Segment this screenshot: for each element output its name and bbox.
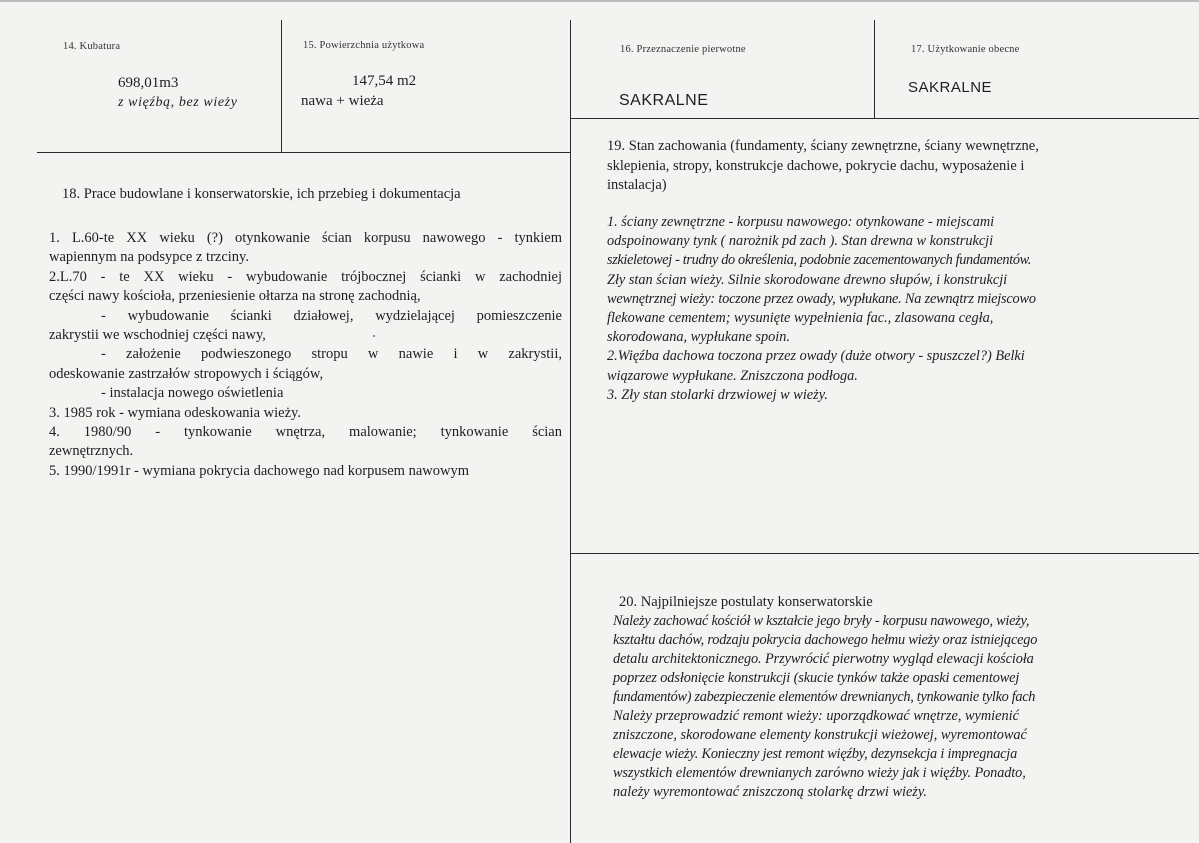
f20-line: poprzez odsłonięcie konstrukcji (skucie tynków także opaski cementowej [613,670,1020,686]
f18-line: - instalacja nowego oświetlenia [101,385,284,402]
f18-line: odeskowanie zastrzałów stropowych i ściągów, [49,365,324,382]
field-20-title [619,593,873,613]
field-18-body [49,229,562,481]
f19-line: Zły stan ścian wieży. Silnie skorodowane drewno słupów, i konstrukcji [607,271,1008,288]
field-14-label: 14. Kubatura [63,41,121,52]
f18-line: 3. 1985 rok - wymiana odeskowania wieży. [49,404,301,421]
f20-line: należy wyremontować zniszczoną stolarkę drzwi wieży. [613,784,927,800]
f19-line: odspoinowany tynk ( narożnik pd zach ). Stan drewna w konstrukcji [607,233,994,250]
divider-v-14-15 [281,20,282,153]
f18-line: 2.L.70 - te XX wieku - wybudowanie trójbocznej ścianki w zachodniej [49,268,562,285]
field-15-note: nawa + wieża [301,93,384,109]
f18-line: 4. 1980/90 - tynkowanie wnętrza, malowanie; tynkowanie ścian [49,424,562,441]
f19-line: flekowane cementem; wysunięte wypełnienia fac., zlasowana cegła, [607,310,994,327]
f20-line: elewacje wieży. Konieczny jest remont więźby, dezynsekcja i impregnacja [613,746,1018,762]
f18-line: wapiennym na podsypce z trzciny. [49,249,249,266]
f19-line: wiązarowe wypłukane. Zniszczona podłoga. [607,367,858,384]
f18-line: - założenie podwieszonego stropu w nawie i w zakrystii, [101,346,562,363]
f19-title-line: 19. Stan zachowania (fundamenty, ściany zewnętrzne, ściany wewnętrzne, [607,138,1039,154]
divider-v-16-17 [874,20,875,118]
f18-line: zewnętrznych. [49,443,134,460]
f19-line: 3. Zły stan stolarki drzwiowej w wieży. [607,386,828,403]
f19-line: szkieletowej - trudny do określenia, podobnie zacementowanych fundamentów. [607,252,1031,269]
field-20-title-text: 20. Najpilniejsze postulaty konserwatorskie [619,594,873,610]
field-19-body [607,213,1117,405]
f18-line: 5. 1990/1991r - wymiana pokrycia dachowego nad korpusem nawowym [49,462,469,479]
f20-line: fundamentów) zabezpieczenie elementów drewnianych, tynkowanie tylko fach [613,689,1036,705]
f19-title-line: sklepienia, stropy, konstrukcje dachowe, pokrycie dachu, wyposażenie i [607,157,1025,174]
f19-line: 2.Więźba dachowa toczona przez owady (duże otwory - spuszczel?) Belki [607,348,1025,365]
stray-dot [373,335,375,337]
f20-line: wszystkich elementów drewnianych zarówno wieży jak i więźby. Ponadto, [613,765,1026,781]
f18-line: 1. L.60-te XX wieku (?) otynkowanie ścian korpusu nawowego - tynkiem [49,230,562,246]
field-14-note: z więźbą, bez wieży [118,95,238,110]
f18-line: zakrystii we wschodniej części nawy, [49,327,266,344]
field-16-label: 16. Przeznaczenie pierwotne [620,44,746,55]
f19-line: wewnętrznej wieży: toczone przez owady, wypłukane. Na zewnątrz miejscowo [607,290,1036,307]
field-18-title [62,185,461,205]
divider-h-left [37,152,571,153]
field-20-body [613,612,1113,802]
field-14-value: 698,01m3 [118,75,179,91]
field-19-title [607,137,1117,196]
field-16-value: SAKRALNE [619,92,709,109]
field-15-value: 147,54 m2 [352,73,417,89]
top-border [0,0,1199,2]
field-17-value: SAKRALNE [908,79,993,96]
divider-h-right-mid [570,553,1199,554]
f20-line: kształtu dachów, rodzaju pokrycia dachowego hełmu wieży oraz istniejącego [613,632,1038,648]
f20-line: zniszczone, skorodowane elementy konstrukcji wieżowej, wyremontować [613,727,1027,743]
f19-line: 1. ściany zewnętrzne - korpusu nawowego: otynkowane - miejscami [607,214,995,230]
divider-v-main [570,20,571,843]
field-18-title-text: 18. Prace budowlane i konserwatorskie, ich przebieg i dokumentacja [62,186,461,202]
divider-h-right-top [570,118,1199,119]
f19-line: skorodowana, wypłukane spoin. [607,329,790,346]
field-15-label: 15. Powierzchnia użytkowa [303,40,425,51]
f20-line: detalu architektonicznego. Przywrócić pierwotny wygląd elewacji kościoła [613,651,1034,667]
f20-line: Należy zachować kościół w kształcie jego bryły - korpusu nawowego, wieży, [613,613,1030,629]
f20-line: Należy przeprowadzić remont wieży: uporządkować wnętrze, wymienić [613,708,1019,724]
f18-line: części nawy kościoła, przeniesienie ołtarza na stronę zachodnią, [49,288,421,305]
field-17-label: 17. Użytkowanie obecne [911,44,1020,55]
f18-line: - wybudowanie ścianki działowej, wydzielającej pomieszczenie [101,307,562,324]
f19-title-line: instalacja) [607,177,667,193]
